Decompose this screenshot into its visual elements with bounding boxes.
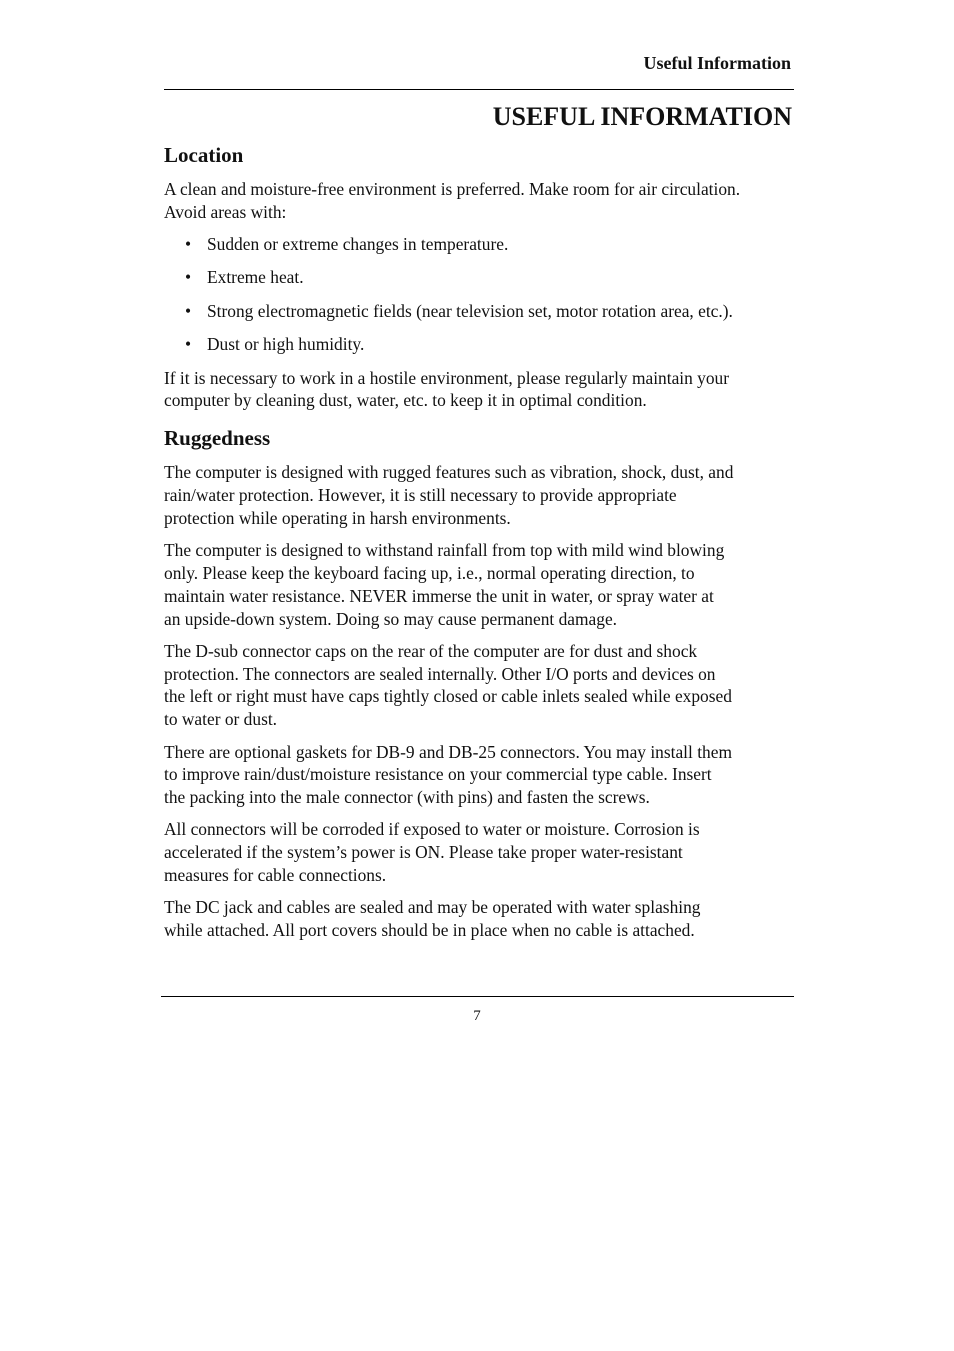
location-outro-paragraph	[164, 367, 804, 413]
text-line: There are optional gaskets for DB-9 and DB-25 connectors. You may install them	[164, 741, 732, 762]
text-line: protection while operating in harsh environments.	[164, 507, 511, 528]
ruggedness-paragraph	[164, 896, 804, 942]
text-line: Avoid areas with:	[164, 201, 287, 222]
text-line: computer by cleaning dust, water, etc. to keep it in optimal condition.	[164, 390, 647, 411]
list-item	[164, 233, 804, 256]
list-item-text: Strong electromagnetic fields (near television set, motor rotation area, etc.).	[207, 300, 733, 321]
text-line: The D-sub connector caps on the rear of the computer are for dust and shock	[164, 640, 698, 661]
bullet-icon: •	[185, 300, 192, 321]
location-intro-paragraph	[164, 178, 804, 224]
text-line: protection. The connectors are sealed internally. Other I/O ports and devices on	[164, 663, 716, 684]
text-line: If it is necessary to work in a hostile environment, please regularly maintain your	[164, 367, 730, 388]
list-item-text: Extreme heat.	[207, 267, 304, 288]
text-line: to improve rain/dust/moisture resistance on your commercial type cable. Insert	[164, 764, 712, 785]
text-line: A clean and moisture-free environment is preferred. Make room for air circulation.	[164, 179, 741, 199]
list-item	[164, 333, 804, 356]
text-line: to water or dust.	[164, 709, 278, 730]
list-item-text: Sudden or extreme changes in temperature.	[207, 234, 509, 255]
text-line: only. Please keep the keyboard facing up, i.e., normal operating direction, to	[164, 562, 695, 583]
text-line: an upside-down system. Doing so may cause permanent damage.	[164, 608, 618, 629]
text-line: maintain water resistance. NEVER immerse the unit in water, or spray water at	[164, 585, 714, 606]
section-heading-ruggedness: Ruggedness	[164, 426, 271, 451]
text-line: All connectors will be corroded if exposed to water or moisture. Corrosion is	[164, 819, 700, 840]
ruggedness-paragraph	[164, 461, 804, 529]
text-line: measures for cable connections.	[164, 865, 387, 885]
page-number: 7	[473, 1008, 481, 1024]
text-line: the left or right must have caps tightly closed or cable inlets sealed while exposed	[164, 686, 732, 707]
page-content	[164, 141, 804, 951]
running-header: Useful Information	[643, 53, 791, 73]
ruggedness-paragraph	[164, 640, 804, 731]
text-line: accelerated if the system’s power is ON. Please take proper water-resistant	[164, 842, 683, 863]
bullet-icon: •	[185, 334, 192, 355]
list-item	[164, 266, 804, 289]
text-line: The computer is designed with rugged features such as vibration, shock, dust, and	[164, 462, 734, 483]
text-line: while attached. All port covers should be in place when no cable is attached.	[164, 920, 695, 941]
text-line: rain/water protection. However, it is still necessary to provide appropriate	[164, 485, 677, 506]
header-divider	[164, 89, 794, 90]
list-item-text: Dust or high humidity.	[207, 334, 365, 355]
text-line: The computer is designed to withstand rainfall from top with mild wind blowing	[164, 540, 725, 561]
location-avoid-list	[164, 233, 804, 356]
bullet-icon: •	[185, 267, 192, 288]
ruggedness-paragraph	[164, 818, 804, 886]
footer-divider	[161, 996, 794, 997]
page-title: USEFUL INFORMATION	[492, 102, 792, 131]
list-item	[164, 300, 804, 323]
ruggedness-paragraph	[164, 539, 804, 630]
text-line: The DC jack and cables are sealed and may be operated with water splashing	[164, 897, 701, 918]
section-heading-location: Location	[164, 143, 244, 167]
bullet-icon: •	[185, 234, 192, 255]
ruggedness-paragraph	[164, 741, 804, 809]
text-line: the packing into the male connector (with pins) and fasten the screws.	[164, 787, 650, 808]
